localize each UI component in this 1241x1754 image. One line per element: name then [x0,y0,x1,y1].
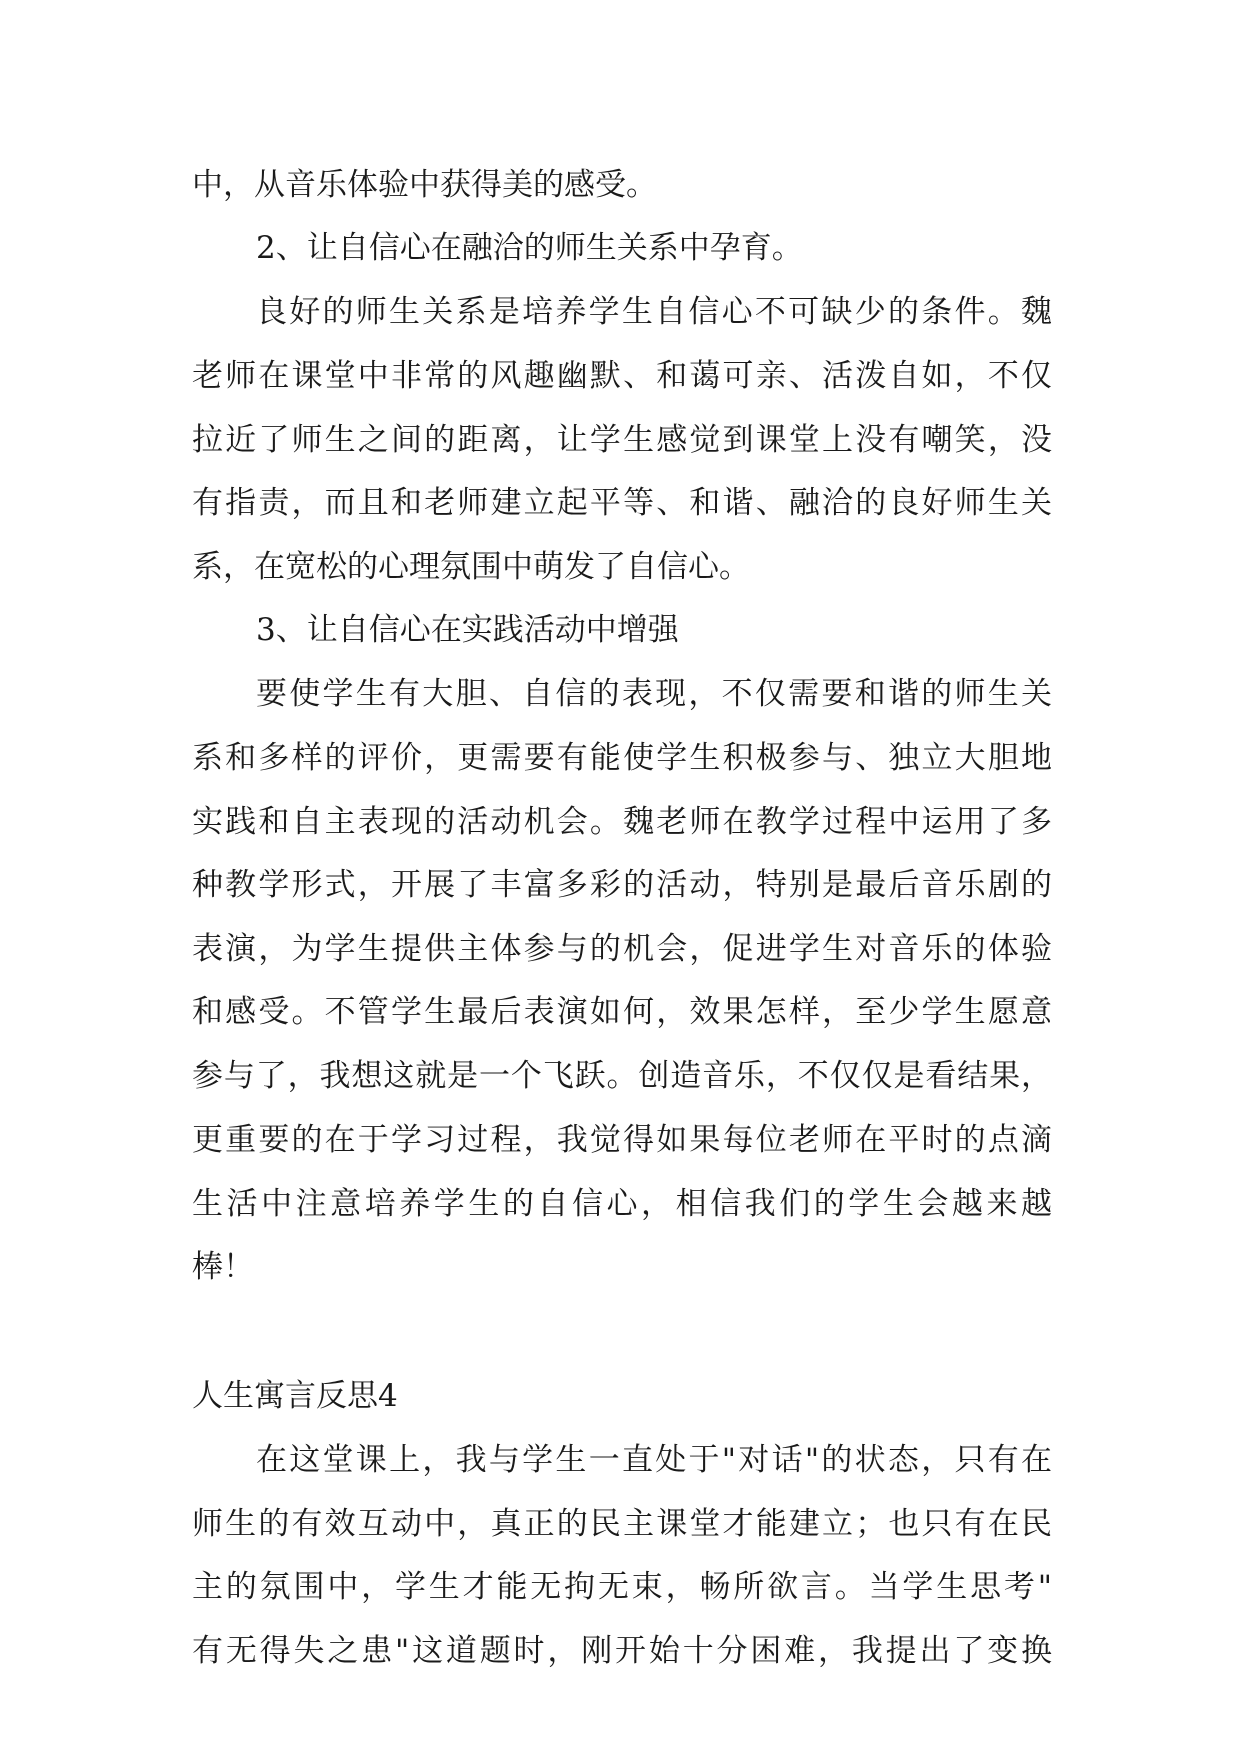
section-heading: 3、让自信心在实践活动中增强 [256,612,679,648]
paragraph-line: 生活中注意培养学生的自信心，相信我们的学生会越来越 [192,1186,1052,1222]
paragraph-line: 种教学形式，开展了丰富多彩的活动，特别是最后音乐剧的 [192,867,1052,903]
paragraph-line: 系，在宽松的心理氛围中萌发了自信心。 [192,549,750,585]
paragraph-line: 实践和自主表现的活动机会。魏老师在教学过程中运用了多 [192,804,1052,840]
paragraph-line: 参与了，我想这就是一个飞跃。创造音乐，不仅仅是看结果， [192,1058,1052,1094]
paragraph-line: 系和多样的评价，更需要有能使学生积极参与、独立大胆地 [192,740,1052,776]
paragraph-line: 拉近了师生之间的距离，让学生感觉到课堂上没有嘲笑，没 [192,422,1052,458]
paragraph-line: 和感受。不管学生最后表演如何，效果怎样，至少学生愿意 [192,994,1052,1030]
paragraph-line: 在这堂课上，我与学生一直处于"对话"的状态，只有在 [256,1442,1052,1478]
section-heading: 2、让自信心在融洽的师生关系中孕育。 [256,230,803,266]
section-title: 人生寓言反思4 [192,1378,398,1414]
paragraph-line: 良好的师生关系是培养学生自信心不可缺少的条件。魏 [256,294,1052,330]
paragraph-line: 更重要的在于学习过程，我觉得如果每位老师在平时的点滴 [192,1122,1052,1158]
paragraph-line: 有指责，而且和老师建立起平等、和谐、融洽的良好师生关 [192,485,1052,521]
paragraph-line: 有无得失之患"这道题时，刚开始十分困难，我提出了变换 [192,1633,1052,1669]
paragraph-line: 要使学生有大胆、自信的表现，不仅需要和谐的师生关 [256,676,1052,712]
paragraph-line: 棒！ [192,1249,254,1285]
paragraph-line: 表演，为学生提供主体参与的机会，促进学生对音乐的体验 [192,931,1052,967]
paragraph-line: 老师在课堂中非常的风趣幽默、和蔼可亲、活泼自如，不仅 [192,358,1052,394]
paragraph-line: 中，从音乐体验中获得美的感受。 [192,167,657,203]
paragraph-line: 师生的有效互动中，真正的民主课堂才能建立；也只有在民 [192,1506,1052,1542]
paragraph-line: 主的氛围中，学生才能无拘无束，畅所欲言。当学生思考" [192,1569,1052,1605]
